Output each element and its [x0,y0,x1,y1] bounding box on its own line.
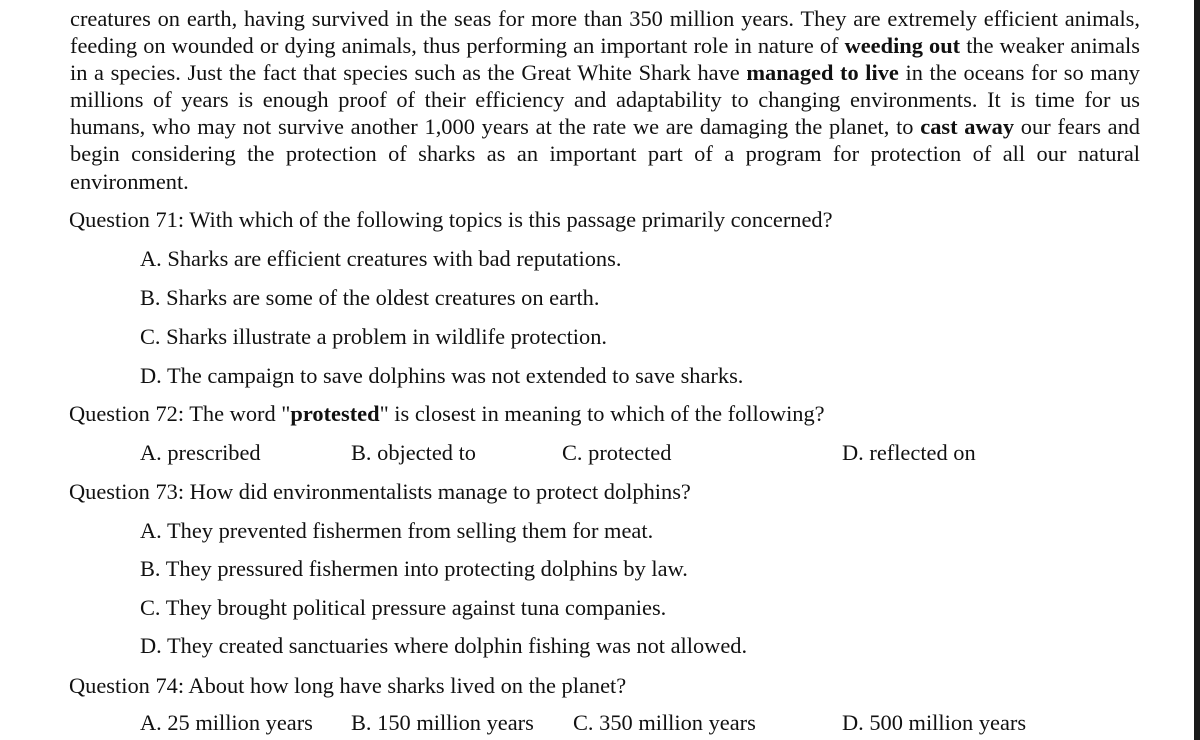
q74-option-c: C. 350 million years [573,710,756,735]
q74-option-d: D. 500 million years [842,710,1027,735]
q74-option-b: B. 150 million years [351,710,534,735]
q72-option-c: C. protected [562,440,672,465]
q74-option-a: A. 25 million years [140,710,313,735]
bold-phrase-managed-to-live: managed to live [746,60,899,86]
q73-option-c: C. They brought political pressure against tuna companies. [140,595,667,620]
q73-option-a: A. They prevented fishermen from selling them for meat. [140,518,654,543]
question-71: Question 71: With which of the following topics is this passage primarily concerned? [69,207,833,232]
bold-phrase-cast-away: cast away [920,114,1015,140]
q72-option-b: B. objected to [351,440,476,465]
page-edge-bar [1194,0,1200,740]
q72-option-a: A. prescribed [140,440,261,465]
q71-option-c: C. Sharks illustrate a problem in wildlife protection. [140,324,607,349]
question-74: Question 74: About how long have sharks lived on the planet? [69,673,627,698]
question-73: Question 73: How did environmentalists manage to protect dolphins? [69,479,691,504]
q71-option-b: B. Sharks are some of the oldest creatures on earth. [140,285,600,310]
q73-option-b: B. They pressured fishermen into protecting dolphins by law. [140,556,688,581]
q71-option-a: A. Sharks are efficient creatures with bad reputations. [140,246,622,271]
q73-option-d: D. They created sanctuaries where dolphin fishing was not allowed. [140,633,748,658]
question-72: Question 72: The word "protested" is closest in meaning to which of the following? [69,401,825,426]
q72-option-d: D. reflected on [842,440,976,465]
bold-word-protested: protested [290,401,380,426]
passage-paragraph: creatures on earth, having survived in the seas for more than 350 million years. They are extremely efficient animals, feeding on wounded or dying animals, thus performing an important role in nature of weeding out the weaker animals in a species. Just the fact that species such as the Great White Shark have managed to live in the oceans for so many millions of years is enough proof of their efficiency and adaptability to changing environments. It is time for us humans, who may not survive another 1,000 years at the rate we are damaging the planet, to cast away our fears and begin considering the protection of sharks as an important part of a program for protection of all our natural environment. [70,6,1140,194]
bold-phrase-weeding-out: weeding out [844,33,961,59]
q71-option-d: D. The campaign to save dolphins was not extended to save sharks. [140,363,744,388]
